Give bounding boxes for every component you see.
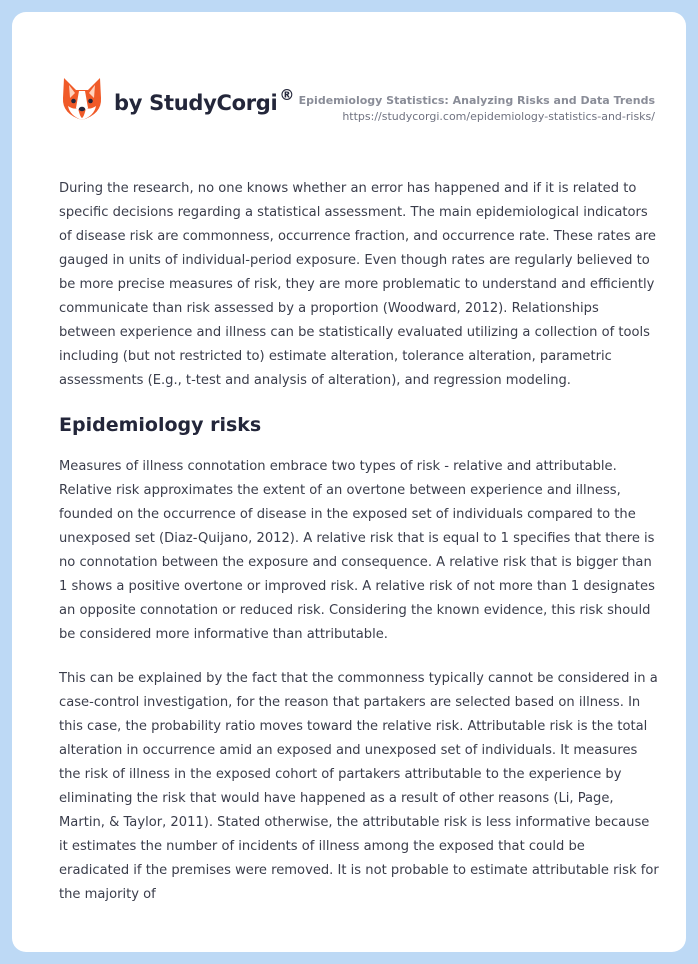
document-page [12, 12, 686, 952]
corgi-head-icon [60, 76, 104, 122]
registered-mark: ® [279, 86, 295, 104]
paragraph: Measures of illness connotation embrace two types of risk - relative and attributable. Relative risk approximates the extent of an overtone between experience and illness, founded on the occurrence of disease in the exposed set of individuals compared to the unexposed set (Diaz-Quijano, 2012). A relative risk that is equal to 1 specifies that there is no connotation between the exposure and consequence. A relative risk that is bigger than 1 shows a positive overtone or improved risk. A relative risk of not more than 1 designates an opposite connotation or reduced risk. Considering the known evidence, this risk should be considered more informative than attributable. [59, 459, 655, 642]
paragraph: During the research, no one knows whether an error has happened and if it is related to specific decisions regarding a statistical assessment. The main epidemiological indicators of disease risk are commonness, occurrence fraction, and occurrence rate. These rates are gauged in units of individual-period exposure. Even though rates are regularly believed to be more precise measures of risk, they are more problematic to understand and efficiently communicate than risk assessed by a proportion (Woodward, 2012). Relationships between experience and illness can be statistically evaluated utilizing a collection of tools including (but not restricted to) estimate alteration, tolerance alteration, parametric assessments (E.g., t-test and analysis of alteration), and regression modeling. [59, 181, 656, 388]
document-title: Epidemiology Statistics: Analyzing Risks and Data Trends [298, 94, 655, 107]
document-url[interactable]: https://studycorgi.com/epidemiology-statistics-and-risks/ [342, 110, 655, 123]
brand-name: by StudyCorgi ® [114, 86, 295, 115]
document-header [12, 12, 686, 152]
document-meta [299, 93, 655, 125]
studycorgi-logo[interactable] [60, 76, 294, 122]
paragraph: This can be explained by the fact that the commonness typically cannot be considered in a case-control investigation, for the reason that partakers are selected based on illness. In this case, the probability ratio moves toward the relative risk. Attributable risk is the total alteration in occurrence amid an exposed and unexposed set of individuals. It measures the risk of illness in the exposed cohort of partakers attributable to the experience by eliminating the risk that would have happened as a result of other reasons (Li, Page, Martin, & Taylor, 2011). Stated otherwise, the attributable risk is less informative because it estimates the number of incidents of illness among the exposed that could be eradicated if the premises were removed. It is not probable to estimate attributable risk for the majority of [59, 671, 659, 902]
document-body [59, 177, 659, 927]
section-heading: Epidemiology risks [59, 414, 262, 436]
